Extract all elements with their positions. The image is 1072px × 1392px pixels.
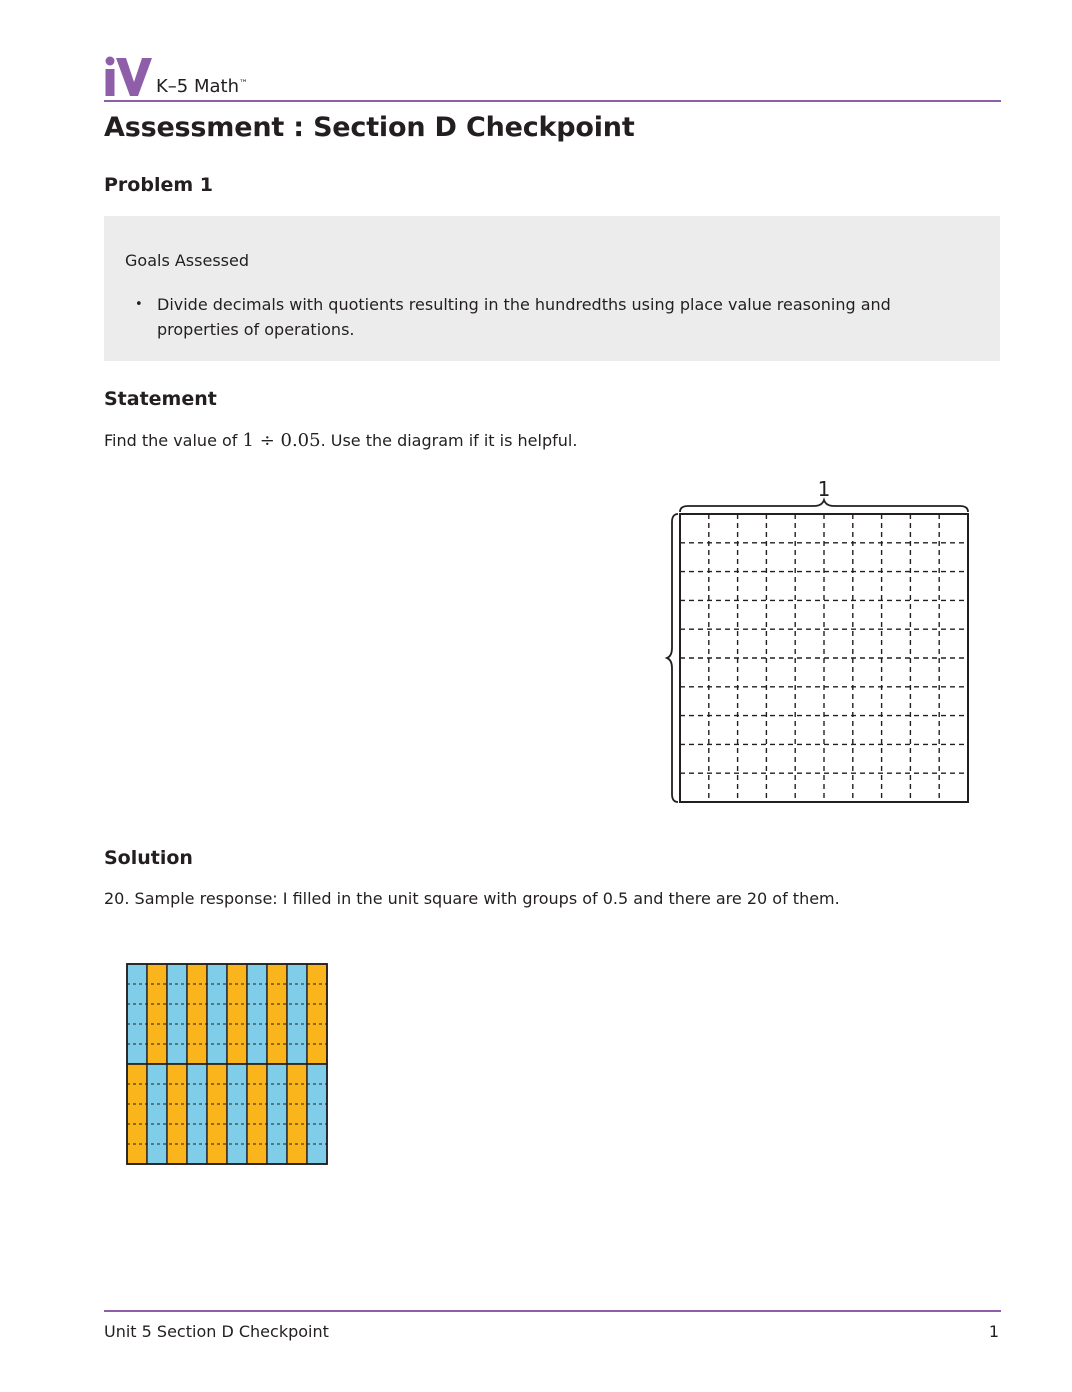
group-of-five-hundredths <box>287 964 307 1064</box>
goals-list <box>135 292 965 342</box>
group-of-five-hundredths <box>267 964 287 1064</box>
group-of-five-hundredths <box>267 1064 287 1164</box>
diagram-label: 1 <box>817 477 831 501</box>
group-of-five-hundredths <box>227 1064 247 1164</box>
left-brace <box>667 514 678 802</box>
header-rule <box>104 100 1001 102</box>
logo-text: K–5 Math™ <box>156 76 249 97</box>
footer-rule <box>104 1310 1001 1312</box>
goal-item: • Divide decimals with quotients resulting in the hundredths using place value reasoning and properties of operations. <box>135 292 965 342</box>
group-of-five-hundredths <box>207 964 227 1064</box>
statement-math: 1 ÷ 0.05 <box>242 430 321 451</box>
group-of-five-hundredths <box>167 964 187 1064</box>
solution-text: 20. Sample response: I filled in the unit square with groups of 0.5 and there are 20 of them. <box>104 889 840 908</box>
group-of-five-hundredths <box>287 1064 307 1164</box>
statement-text: Find the value of 1 ÷ 0.05. Use the diagram if it is helpful. <box>104 430 578 451</box>
group-of-five-hundredths <box>127 1064 147 1164</box>
group-of-five-hundredths <box>307 964 327 1064</box>
group-of-five-hundredths <box>147 1064 167 1164</box>
top-brace <box>680 500 968 512</box>
page-title: Assessment : Section D Checkpoint <box>104 112 635 143</box>
page-number: 1 <box>988 1322 999 1341</box>
group-of-five-hundredths <box>227 964 247 1064</box>
group-of-five-hundredths <box>167 1064 187 1164</box>
group-of-five-hundredths <box>307 1064 327 1164</box>
group-of-five-hundredths <box>187 1064 207 1164</box>
goals-title: Goals Assessed <box>125 251 249 270</box>
statement-heading: Statement <box>104 388 217 410</box>
iv-logo-mark <box>104 56 152 96</box>
group-of-five-hundredths <box>147 964 167 1064</box>
group-of-five-hundredths <box>247 1064 267 1164</box>
hundred-grid <box>680 514 968 802</box>
group-of-five-hundredths <box>207 1064 227 1164</box>
goals-assessed-box <box>104 216 1000 361</box>
footer-unit-label: Unit 5 Section D Checkpoint <box>104 1322 329 1341</box>
group-of-five-hundredths <box>247 964 267 1064</box>
solution-heading: Solution <box>104 847 193 869</box>
solution-grid-diagram <box>125 962 329 1166</box>
unit-square-diagram <box>664 476 974 806</box>
problem-heading: Problem 1 <box>104 174 213 196</box>
solution-grid <box>127 964 327 1164</box>
group-of-five-hundredths <box>127 964 147 1064</box>
logo <box>104 52 248 96</box>
group-of-five-hundredths <box>187 964 207 1064</box>
